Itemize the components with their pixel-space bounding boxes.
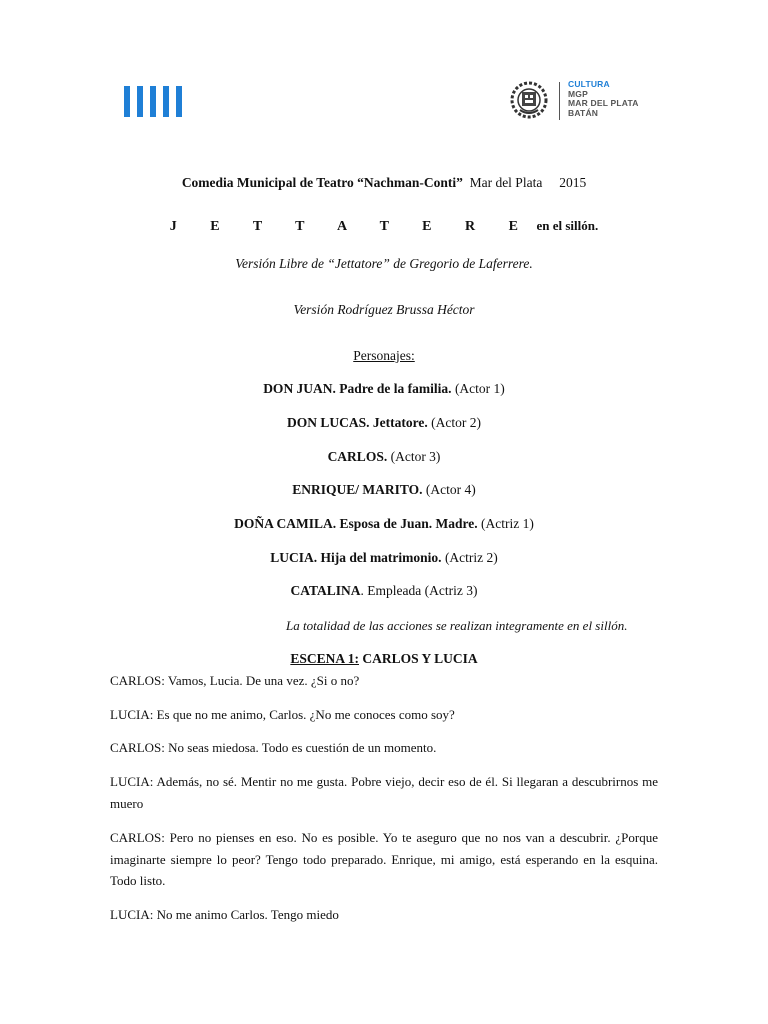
dialogue-line: LUCIA: Además, no sé. Mentir no me gusta. Pobre viejo, decir eso de él. Si llegaran a descubrirnos me muero [110, 774, 658, 811]
character-line [0, 482, 768, 498]
dialogue-line: LUCIA: No me animo Carlos. Tengo miedo [110, 907, 339, 922]
year: 2015 [559, 175, 587, 190]
play-title-spaced: J E T T A T E R E [169, 219, 533, 234]
scene-heading [0, 651, 768, 667]
stage-note: La totalidad de las acciones se realizan integramente en el sillón. [286, 618, 628, 633]
logo-bar [137, 86, 143, 117]
document-header-line [0, 175, 768, 191]
character-role: (Actriz 2) [444, 550, 498, 565]
character-role: . Empleada (Actriz 3) [360, 583, 478, 598]
dialogue-line: CARLOS: Pero no pienses en eso. No es posible. Yo te aseguro que no nos van a descubrir. ¿Porque imaginarte siempre lo peor? Tengo todo preparado. Enrique, mi amigo, está esperando en la esquina. Todo listo. [110, 830, 658, 888]
character-line [0, 449, 768, 465]
logo-bar [176, 86, 182, 117]
city-name: Mar del Plata [469, 175, 543, 190]
version-free-line: Versión Libre de “Jettatore” de Gregorio de Laferrere. [235, 256, 533, 271]
character-line [0, 550, 768, 566]
character-role: (Actor 1) [454, 381, 505, 396]
character-role: (Actor 4) [425, 482, 476, 497]
character-name: CATALINA [290, 583, 361, 598]
character-line [0, 583, 768, 599]
character-name: CARLOS. [327, 449, 388, 464]
character-line [0, 415, 768, 431]
dialogue-line: CARLOS: No seas miedosa. Todo es cuestión de un momento. [110, 740, 437, 755]
city-seal-icon [508, 80, 550, 120]
logo-bar [150, 86, 156, 117]
character-role: (Actor 3) [390, 449, 441, 464]
character-line [0, 516, 768, 532]
brand-line-batan: BATÁN [568, 107, 599, 118]
brand-line-city: MAR DEL PLATA [568, 98, 639, 108]
brand-line-cultura: CULTURA [568, 79, 610, 89]
cultura-brand-text [568, 80, 639, 118]
version-author-line: Versión Rodríguez Brussa Héctor [293, 302, 475, 317]
personajes-heading: Personajes: [353, 348, 415, 363]
logo-bar [124, 86, 130, 117]
character-name: DOÑA CAMILA. Esposa de Juan. Madre. [234, 516, 478, 531]
dialogue-line: LUCIA: Es que no me animo, Carlos. ¿No me conoces como soy? [110, 707, 455, 722]
play-title [0, 218, 768, 235]
character-name: ENRIQUE/ MARITO. [292, 482, 423, 497]
dialogue-line: CARLOS: Vamos, Lucia. De una vez. ¿Si o no? [110, 673, 360, 688]
character-name: DON LUCAS. Jettatore. [287, 415, 428, 430]
logo-divider [559, 82, 560, 120]
character-role: (Actor 2) [431, 415, 481, 430]
municipal-logo-bars [124, 86, 182, 117]
character-role: (Actriz 1) [481, 516, 534, 531]
brand-line-mgp: MGP [568, 88, 588, 99]
character-line [0, 381, 768, 397]
character-name: DON JUAN. Padre de la familia. [263, 381, 452, 396]
character-name: LUCIA. Hija del matrimonio. [270, 550, 442, 565]
theatre-name: Comedia Municipal de Teatro “Nachman-Conti” [181, 175, 463, 190]
scene-label: ESCENA 1: [290, 651, 359, 666]
scene-title: CARLOS Y LUCIA [362, 651, 478, 666]
logo-bar [163, 86, 169, 117]
play-title-suffix: en el sillón. [536, 218, 599, 233]
